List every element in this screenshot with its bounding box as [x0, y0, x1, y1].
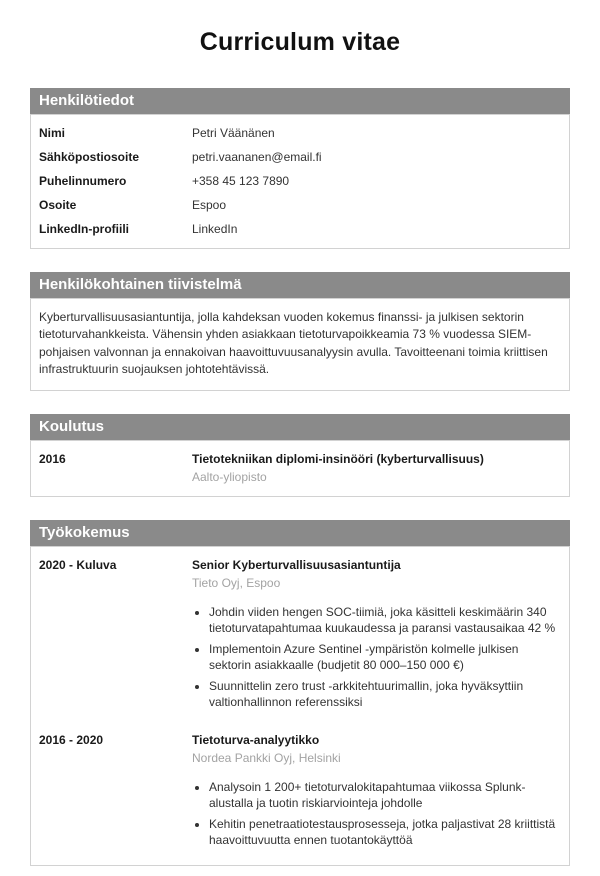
section-header-personal: Henkilötiedot	[30, 88, 570, 114]
experience-role: Senior Kyberturvallisuusasiantuntija	[192, 557, 401, 572]
section-experience	[30, 520, 570, 866]
section-summary	[30, 272, 570, 391]
field-label: Puhelinnumero	[39, 174, 127, 188]
field-value-phone: +358 45 123 7890	[192, 174, 290, 188]
experience-company: Nordea Pankki Oyj, Helsinki	[192, 750, 341, 765]
bullet-item: • Suunnittelin zero trust -arkkitehtuurimallin, joka hyväksyttiin valtionhallinnon referenssiksi	[209, 678, 561, 711]
field-label: Nimi	[39, 126, 66, 140]
experience-company: Tieto Oyj, Espoo	[192, 575, 281, 590]
info-row-name	[39, 121, 561, 145]
bullet-item: • Kehitin penetraatiotestausprosesseja, jotka paljastivat 28 kriittistä haavoittuvuutta ennen tuotantokäyttöä	[209, 816, 561, 849]
field-label: LinkedIn-profiili	[39, 222, 129, 236]
field-value-address: Espoo	[192, 198, 227, 212]
info-row-address	[39, 193, 561, 217]
section-education	[30, 414, 570, 497]
linkedin-link[interactable]: LinkedIn	[192, 222, 238, 236]
section-header-summary: Henkilökohtainen tiivistelmä	[30, 272, 570, 298]
education-entry	[39, 447, 561, 489]
education-period: 2016	[39, 451, 66, 466]
education-details	[192, 452, 561, 484]
field-value-email: petri.vaananen@email.fi	[192, 150, 322, 164]
cv-document	[30, 88, 570, 866]
info-row-email	[39, 145, 561, 169]
experience-details	[192, 733, 561, 853]
experience-bullet-list	[192, 779, 561, 849]
bullet-item: • Johdin viiden hengen SOC-tiimiä, joka käsitteli keskimäärin 340 tietoturvatapahtumaa kuukaudessa ja paransi vastausaikaa 42 %	[209, 604, 561, 637]
experience-period: 2020 - Kuluva	[39, 557, 117, 572]
field-label: Sähköpostiosoite	[39, 150, 140, 164]
education-degree: Tietotekniikan diplomi-insinööri (kyberturvallisuus)	[192, 451, 484, 466]
summary-paragraph: Kyberturvallisuusasiantuntija, jolla kahdeksan vuoden kokemus finanssi- ja julkisen sektorin tietoturvahankkeista. Vähensin yhden asiakkaan tietoturvapoikkeamia 73 % vuodessa SIEM-pohjaisen valvonnan ja ennakoivan haavoittuvuusanalyysin avulla. Tavoitteenani toimia kriittisen infrastruktuurin suojauksen johtotehtävissä.	[39, 310, 548, 377]
info-row-linkedin	[39, 217, 561, 241]
experience-bullet-list	[192, 604, 561, 711]
experience-details	[192, 558, 561, 715]
experience-role: Tietoturva-analyytikko	[192, 732, 320, 747]
section-personal	[30, 88, 570, 249]
education-body	[30, 440, 570, 497]
education-school: Aalto-yliopisto	[192, 469, 267, 484]
experience-period: 2016 - 2020	[39, 732, 104, 747]
section-header-education: Koulutus	[30, 414, 570, 440]
experience-entry	[39, 728, 561, 858]
experience-entry	[39, 553, 561, 720]
section-header-experience: Työkokemus	[30, 520, 570, 546]
bullet-item: • Implementoin Azure Sentinel -ympäristön kolmelle julkisen sektorin asiakkaalle (budjetit 80 000–150 000 €)	[209, 641, 561, 674]
personal-info-body	[30, 114, 570, 249]
info-row-phone	[39, 169, 561, 193]
field-value-name: Petri Väänänen	[192, 126, 275, 140]
experience-body	[30, 546, 570, 866]
page-title: Curriculum vitae	[199, 28, 401, 56]
bullet-item: • Analysoin 1 200+ tietoturvalokitapahtumaa viikossa Splunk-alustalla ja tuotin riskiarviointeja johdolle	[209, 779, 561, 812]
field-label: Osoite	[39, 198, 77, 212]
summary-body	[30, 298, 570, 391]
